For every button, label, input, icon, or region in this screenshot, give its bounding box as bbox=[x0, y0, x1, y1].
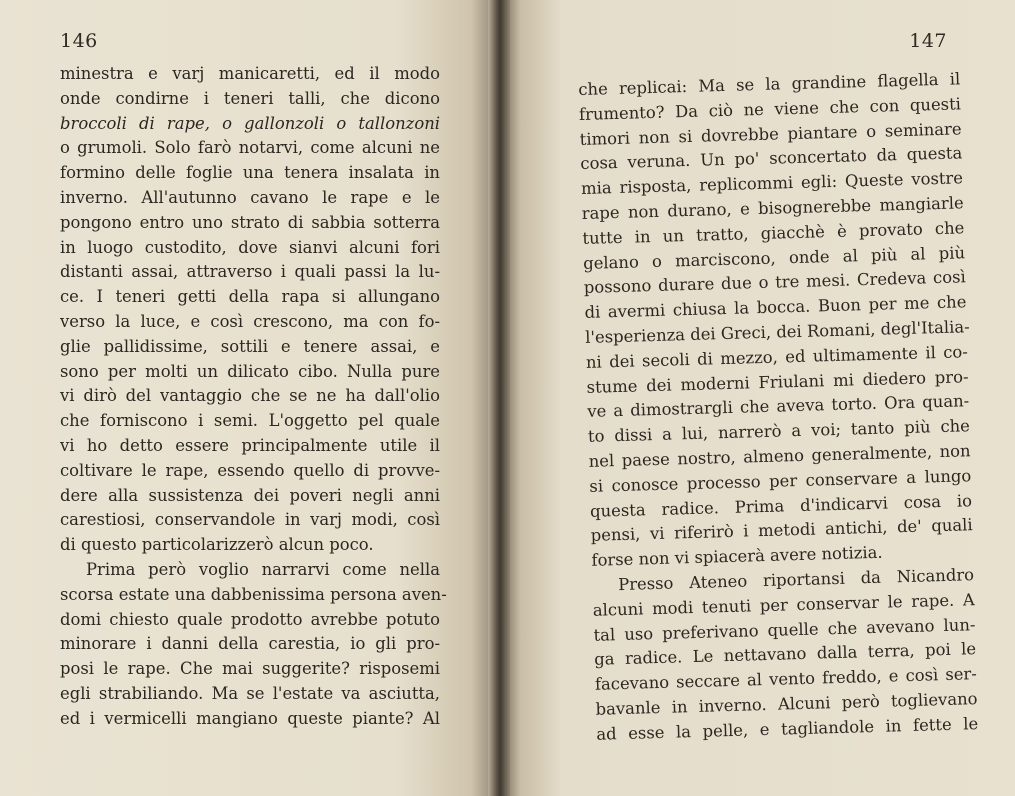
text-line: alcuni modi tenuti per conservar le rape. A bbox=[592, 589, 975, 620]
text-line: tutte in un tratto, giacchè è provato che bbox=[582, 218, 965, 248]
text-line: ve a dimostrargli che aveva torto. Ora quan- bbox=[587, 391, 970, 422]
text-line: vi ho detto essere principalmente utile il bbox=[60, 435, 440, 455]
book-spine bbox=[488, 0, 510, 796]
text-line: ce. I teneri getti della rapa si allungano bbox=[60, 287, 440, 307]
text-line: domi chiesto quale prodotto avrebbe potuto bbox=[60, 609, 440, 629]
text-line: questa radice. Prima d'indicarvi cosa io bbox=[589, 490, 973, 521]
text-line: pensi, vi riferirò i metodi antichi, de' quali bbox=[590, 515, 973, 546]
text-line: ni dei secoli di mezzo, ed ultimamente il co- bbox=[585, 341, 969, 372]
text-line: rape non durano, e bisognerebbe mangiarle bbox=[581, 193, 964, 223]
text-line: distanti assai, attraverso i quali passi la lu- bbox=[60, 262, 440, 282]
text-line: stume dei moderni Friulani mi diedero pro- bbox=[586, 366, 969, 397]
text-line: sono per molti un dilicato cibo. Nulla pure bbox=[60, 361, 440, 381]
text-line: to dissi a lui, narrerò a voi; tanto più che bbox=[587, 416, 971, 447]
text-line: Prima però voglio narrarvi come nella bbox=[86, 559, 440, 579]
text-line: l'esperienza dei Greci, dei Romani, degl'Italia- bbox=[584, 317, 970, 347]
text-line: glie pallidissime, sottili e tenere assai, e bbox=[60, 336, 440, 356]
text-line: ad esse la pelle, e tagliandole in fette le bbox=[596, 713, 979, 744]
text-line: mia risposta, replicommi egli: Queste vostre bbox=[580, 168, 964, 199]
text-line: facevano seccare al vento freddo, e così ser- bbox=[594, 664, 978, 694]
text-line: coltivare le rape, essendo quello di provve- bbox=[60, 460, 440, 480]
text-line: ga radice. Le nettavano dalla terra, poi le bbox=[593, 639, 977, 670]
text-line: gelano o marciscono, onde al più al più bbox=[582, 242, 966, 273]
text-line: forse non vi spiacerà avere notizia. bbox=[591, 542, 883, 570]
text-line: di avermi chiusa la bocca. Buon per me che bbox=[584, 292, 967, 323]
text-line: broccoli di rape, o gallonzoli o tallonzoni bbox=[60, 113, 440, 133]
text-line: di questo particolarizzerò alcun poco. bbox=[60, 535, 374, 555]
left-page-text bbox=[60, 62, 447, 732]
text-line: dere alla sussistenza dei poveri negli anni bbox=[60, 485, 440, 505]
left-page bbox=[0, 0, 496, 796]
text-line: tal uso preferivano quelle che avevano lun- bbox=[593, 614, 976, 645]
text-line: frumento? Da ciò ne viene che con questi bbox=[578, 94, 962, 124]
right-page-text bbox=[578, 67, 979, 747]
text-line: possono durare due o tre mesi. Credeva così bbox=[583, 267, 966, 298]
text-line: Presso Ateneo riportansi da Nicandro bbox=[617, 565, 975, 595]
text-line: minestra e varj manicaretti, ed il modo bbox=[60, 64, 440, 83]
text-line: scorsa estate una dabbenissima persona aven- bbox=[60, 584, 447, 604]
text-line: nel paese nostro, almeno generalmente, non bbox=[588, 441, 971, 471]
text-line: formino delle foglie una tenera insalata in bbox=[60, 163, 440, 183]
text-line: si conosce processo per conservare a lungo bbox=[589, 465, 972, 496]
text-line: bavanle in inverno. Alcuni però toglievano bbox=[595, 689, 978, 719]
text-line: pongono entro uno strato di sabbia sotterra bbox=[60, 212, 440, 232]
text-line: minorare i danni della carestia, io gli pro- bbox=[60, 634, 440, 654]
text-line: egli strabiliando. Ma se l'estate va asciutta, bbox=[60, 683, 440, 703]
text-line: verso la luce, e così crescono, ma con fo- bbox=[60, 311, 440, 331]
text-line: posi le rape. Che mai suggerite? risposemi bbox=[60, 659, 440, 679]
text-line: in luogo custodito, dove sianvi alcuni fori bbox=[60, 237, 440, 257]
text-line: timori non si dovrebbe piantare o seminare bbox=[579, 118, 962, 149]
right-page bbox=[500, 0, 1015, 796]
text-line: carestiosi, conservandole in varj modi, così bbox=[60, 510, 440, 530]
text-line: vi dirò del vantaggio che se ne ha dall'olio bbox=[60, 386, 440, 406]
text-line: che replicai: Ma se la grandine flagella il bbox=[578, 69, 961, 99]
text-line: ed i vermicelli mangiano queste piante? Al bbox=[60, 708, 440, 728]
right-page-number: 147 bbox=[909, 30, 947, 52]
text-line: che forniscono i semi. L'oggetto pel quale bbox=[60, 411, 440, 431]
text-line: o grumoli. Solo farò notarvi, come alcuni ne bbox=[60, 138, 440, 158]
text-line: onde condirne i teneri talli, che dicono bbox=[60, 88, 440, 108]
text-line: cosa veruna. Un po' sconcertato da questa bbox=[580, 143, 963, 174]
left-page-number: 146 bbox=[60, 30, 98, 52]
text-line: inverno. All'autunno cavano le rape e le bbox=[60, 187, 440, 207]
